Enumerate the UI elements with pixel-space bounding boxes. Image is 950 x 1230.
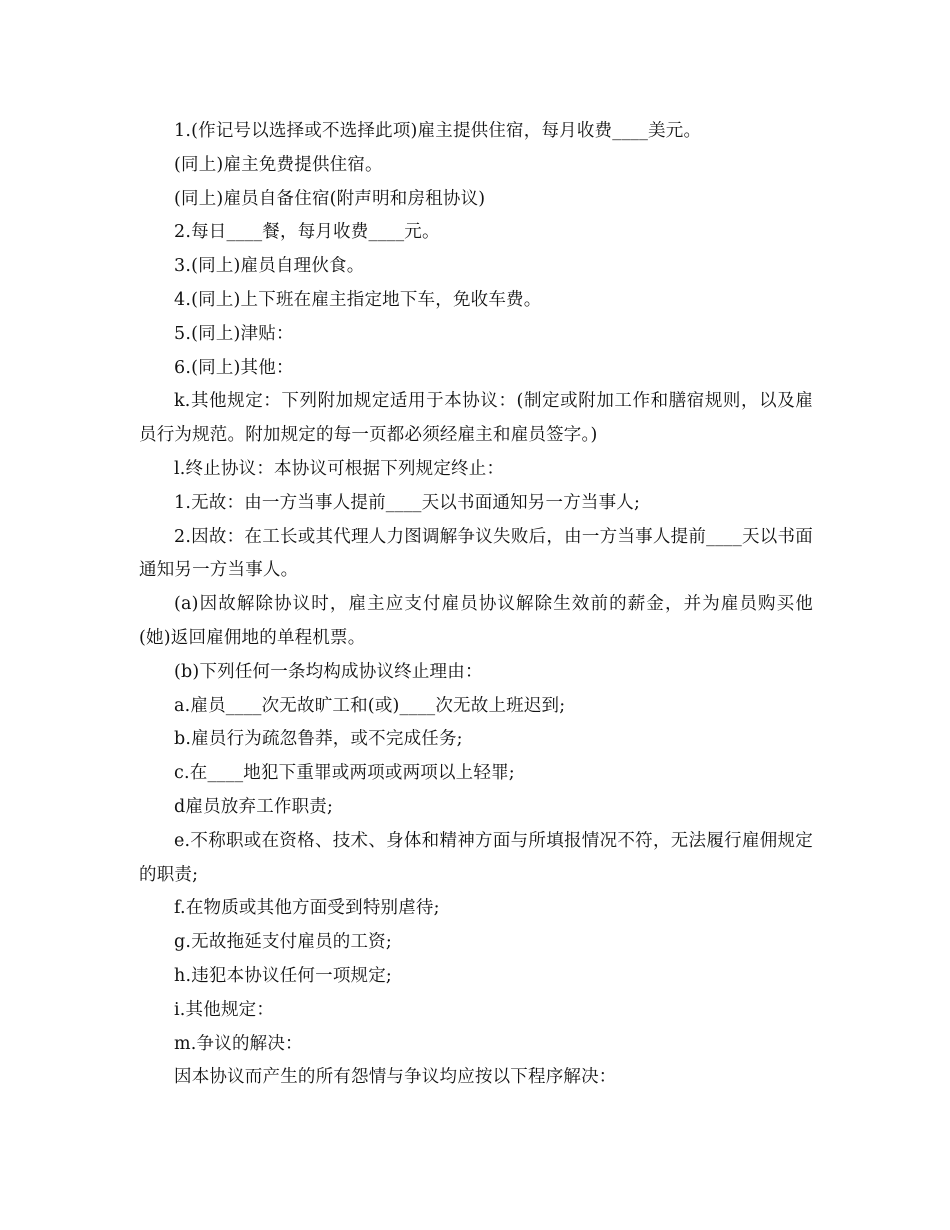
paragraph-accommodation-paid: 1.(作记号以选择或不选择此项)雇主提供住宿，每月收费____美元。 [174,121,702,141]
list-item-wage-delay: g.无故拖延支付雇员的工资; [174,932,392,953]
list-item-incompetence: e.不称职或在资格、技术、身体和精神方面与所填报情况不符，无法履行雇佣规定的职责; [139,830,813,885]
paragraph-termination-pay: (a)因故解除协议时，雇主应支付雇员协议解除生效前的薪金，并为雇员购买他(她)返回雇佣地的单程机票。 [139,594,813,648]
paragraph-accommodation-self: (同上)雇员自备住宿(附声明和房租协议) [174,188,486,209]
paragraph-termination-without-cause: 1.无故：由一方当事人提前____天以书面通知另一方当事人; [174,492,641,513]
paragraph-termination-reasons: (b)下列任何一条均构成协议终止理由： [174,661,483,682]
paragraph-dispute-procedure: 因本协议而产生的所有怨情与争议均应按以下程序解决： [174,1067,617,1088]
paragraph-allowance: 5.(同上)津贴： [174,323,294,344]
list-item-abandonment: d雇员放弃工作职责; [174,796,334,817]
paragraph-self-meals: 3.(同上)雇员自理伙食。 [174,256,365,277]
list-item-crime: c.在____地犯下重罪或两项或两项以上轻罪; [174,763,515,784]
list-item-violation: h.违犯本协议任何一项规定; [174,965,393,986]
list-item-mistreatment: f.在物质或其他方面受到特别虐待; [174,898,440,919]
document-body [139,115,813,1095]
paragraph-meals: 2.每日____餐，每月收费____元。 [174,222,440,243]
paragraph-additional-rules: k.其他规定：下列附加规定适用于本协议：(制定或附加工作和膳宿规则，以及雇员行为规范。附加规定的每一页都必须经雇主和雇员签字。) [139,391,813,446]
paragraph-other: 6.(同上)其他： [174,357,294,378]
list-item-absence: a.雇员____次无故旷工和(或)____次无故上班迟到; [174,695,566,716]
paragraph-termination-with-cause: 2.因故：在工长或其代理人力图调解争议失败后，由一方当事人提前____天以书面通知另一方当事人。 [139,526,813,581]
list-item-other-rules: i.其他规定： [174,999,275,1020]
paragraph-dispute-resolution: m.争议的解决： [174,1033,303,1054]
paragraph-accommodation-free: (同上)雇主免费提供住宿。 [174,154,383,175]
paragraph-termination: l.终止协议：本协议可根据下列规定终止： [174,458,505,479]
paragraph-transport: 4.(同上)上下班在雇主指定地下车，免收车费。 [174,289,542,310]
list-item-negligence: b.雇员行为疏忽鲁莽，或不完成任务; [174,729,463,750]
